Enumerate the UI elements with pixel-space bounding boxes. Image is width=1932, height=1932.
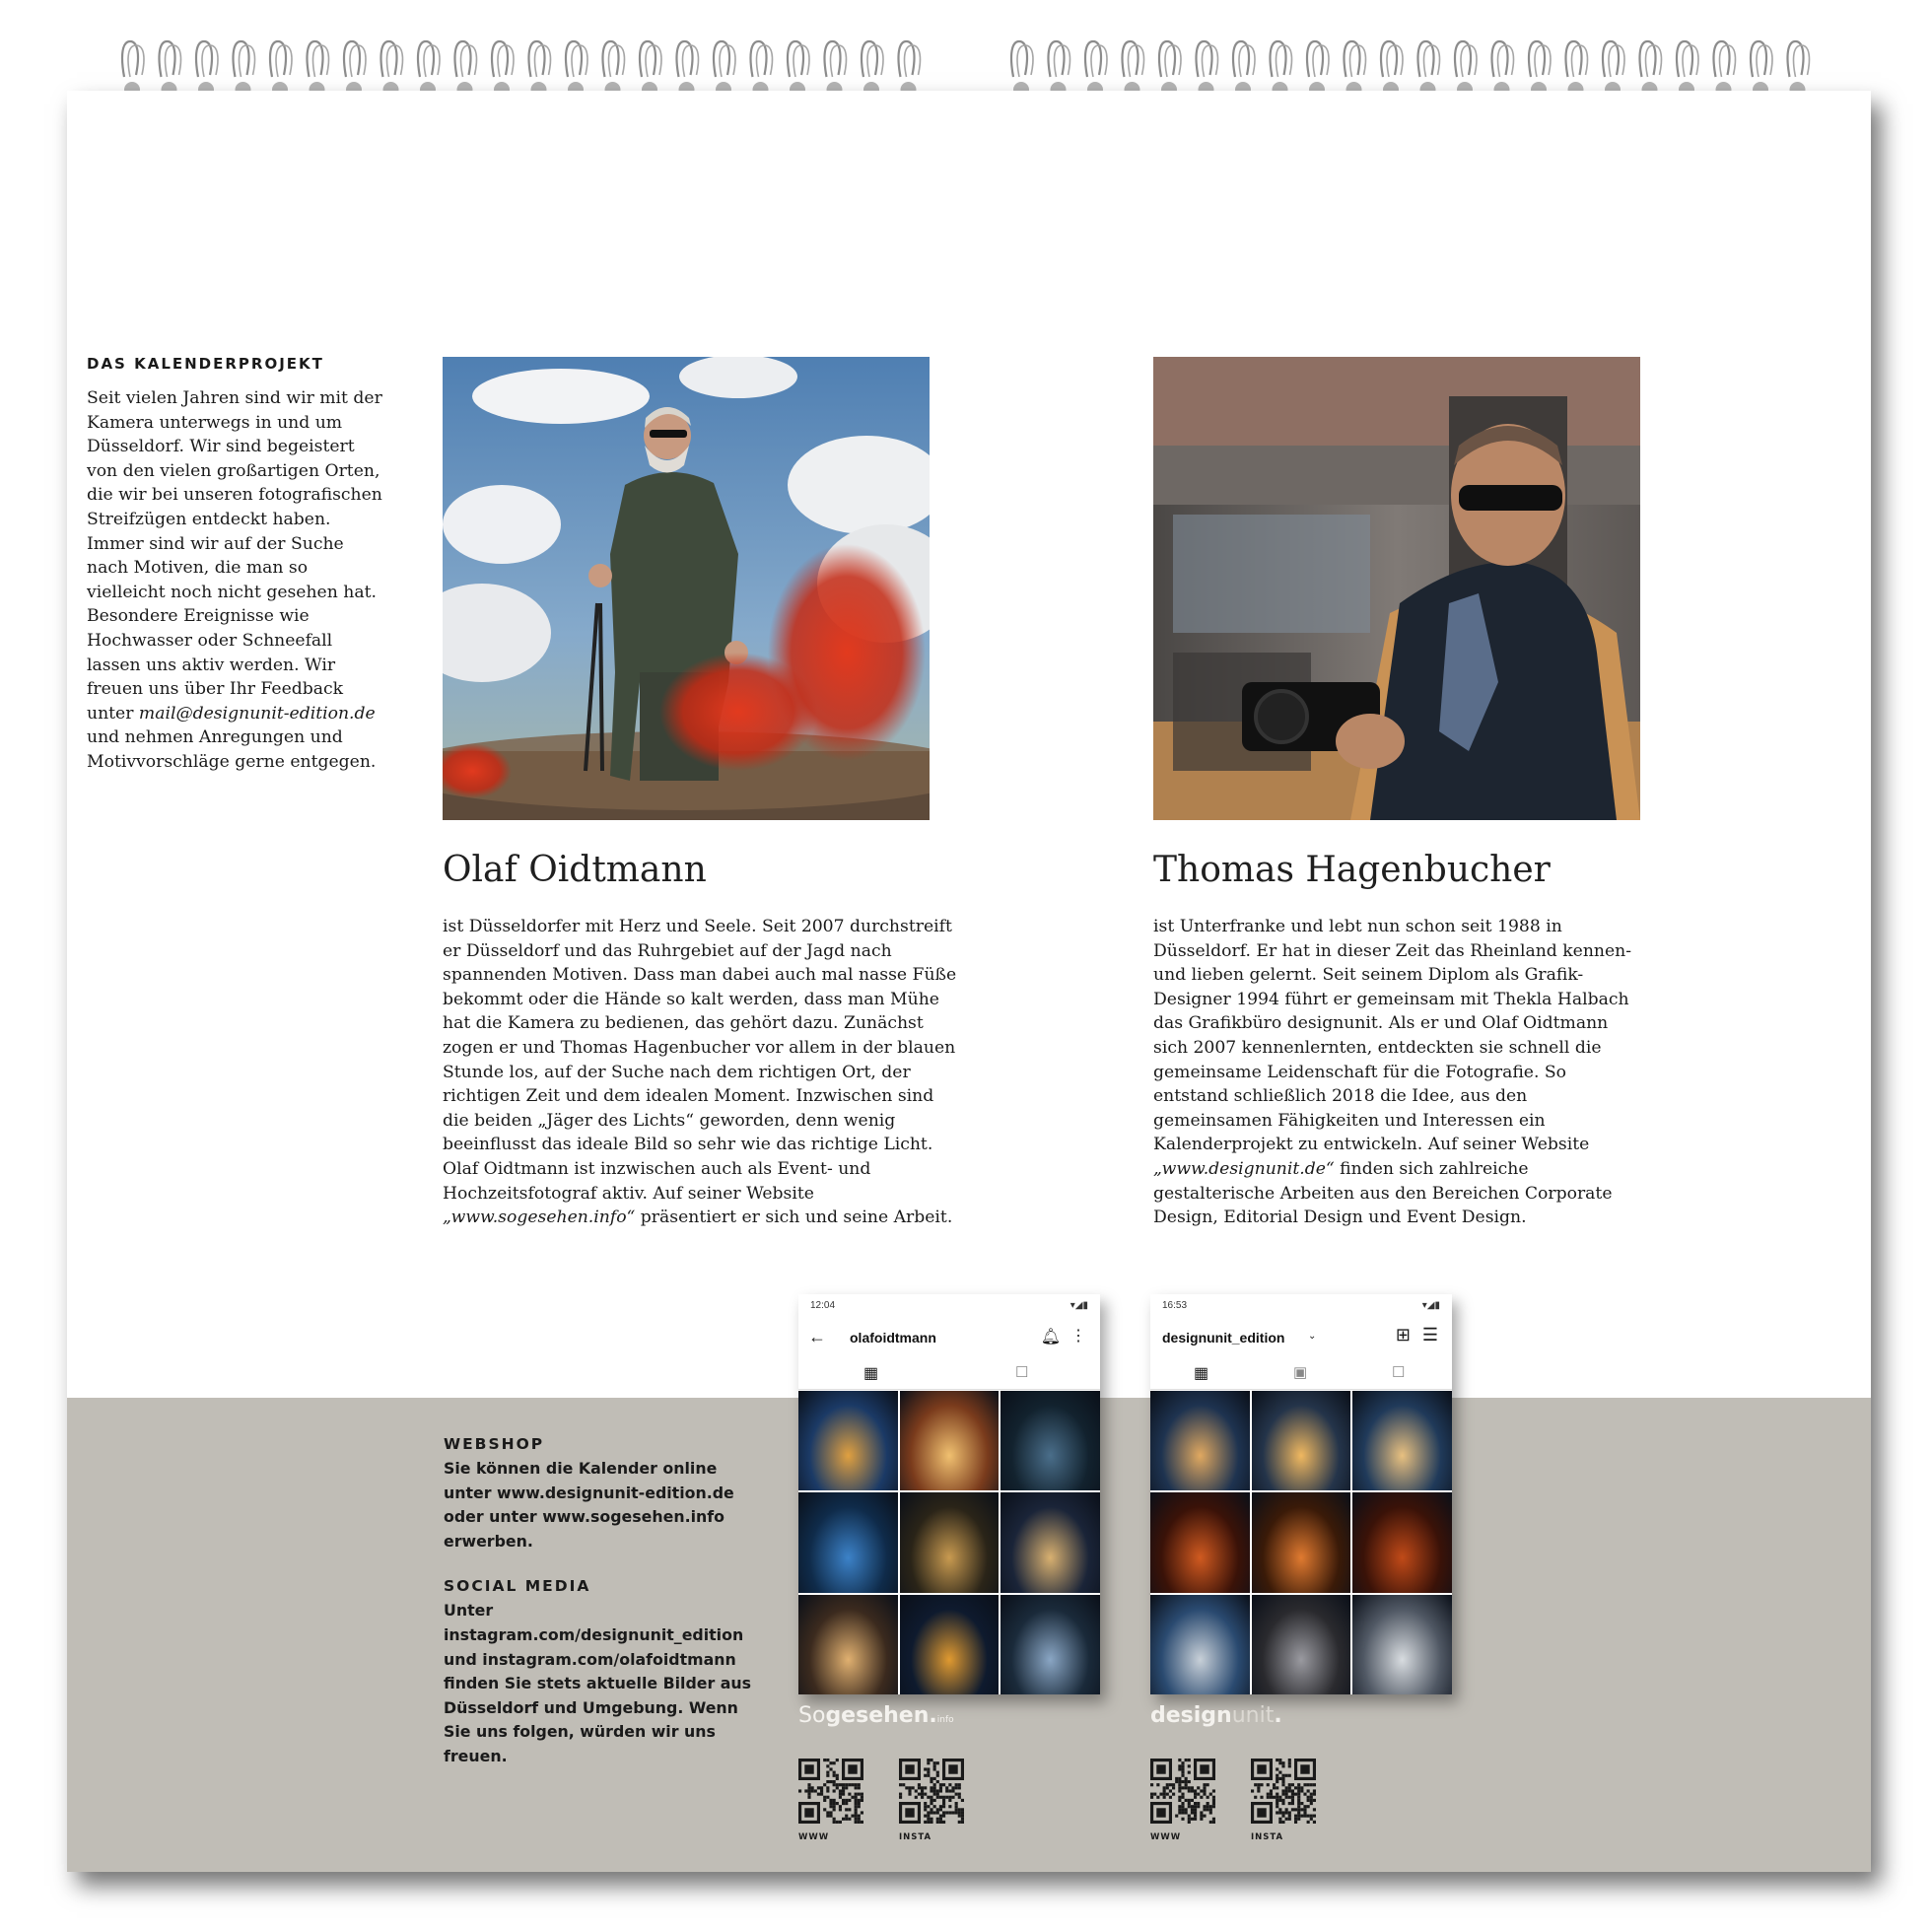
photo-grid: [798, 1391, 1100, 1694]
qr-label-insta: INSTA: [899, 1832, 932, 1842]
portrait-thomas-hagenbucher: [1153, 357, 1640, 820]
spiral-ring: [1566, 41, 1588, 98]
phone-screenshot-designunit-edition: [1150, 1294, 1452, 1694]
sidebar-text-end: und nehmen Anregungen und Motivvorschläge gerne entgegen.: [87, 727, 377, 772]
spiral-ring: [344, 41, 366, 98]
spiral-ring: [455, 41, 477, 98]
spiral-ring: [1307, 41, 1329, 98]
grid-photo-tile[interactable]: [1252, 1492, 1351, 1592]
spiral-ring: [1788, 41, 1810, 98]
spiral-ring: [529, 41, 551, 98]
grid-photo-tile[interactable]: [1252, 1595, 1351, 1694]
profile-header: [1150, 1318, 1452, 1357]
qr-label-www: WWW: [1150, 1832, 1182, 1842]
sogesehen-logo-so: So: [798, 1703, 826, 1728]
bio-thomas: [1153, 915, 1646, 1230]
phone-screenshot-olafoidtmann: [798, 1294, 1100, 1694]
spiral-ring: [1455, 41, 1477, 98]
spiral-ring: [1640, 41, 1662, 98]
spiral-ring: [1418, 41, 1440, 98]
grid-photo-tile[interactable]: [1252, 1391, 1351, 1490]
name-olaf: Olaf Oidtmann: [443, 850, 707, 890]
spiral-ring: [1381, 41, 1403, 98]
grid-photo-tile[interactable]: [900, 1492, 1000, 1592]
menu-icon[interactable]: ☰: [1421, 1325, 1438, 1345]
spiral-ring: [862, 41, 883, 98]
spiral-ring: [1233, 41, 1255, 98]
qr-label-insta: INSTA: [1251, 1832, 1284, 1842]
grid-photo-tile[interactable]: [1150, 1391, 1250, 1490]
designunit-logo-design: design: [1150, 1703, 1232, 1728]
grid-tab-icon[interactable]: ▦: [863, 1365, 879, 1382]
add-post-icon[interactable]: ⊞: [1395, 1325, 1411, 1345]
profile-handle: olafoidtmann: [850, 1330, 936, 1346]
profile-handle: designunit_edition: [1162, 1330, 1285, 1346]
grid-photo-tile[interactable]: [798, 1492, 898, 1592]
spiral-ring: [1123, 41, 1144, 98]
reels-tab-icon[interactable]: ▣: [1293, 1364, 1308, 1381]
spiral-ring: [1197, 41, 1218, 98]
sidebar-heading: DAS KALENDERPROJEKT: [87, 355, 324, 373]
feedback-email[interactable]: mail@designunit-edition.de: [138, 703, 376, 724]
grid-photo-tile[interactable]: [900, 1595, 1000, 1694]
status-icons: ▾◢▮: [1421, 1300, 1440, 1311]
grid-photo-tile[interactable]: [798, 1595, 898, 1694]
info-block: [444, 1435, 769, 1793]
designunit-logo-dot: .: [1274, 1703, 1282, 1728]
grid-photo-tile[interactable]: [1352, 1492, 1452, 1592]
status-bar: [810, 1300, 1088, 1316]
grid-photo-tile[interactable]: [1000, 1595, 1100, 1694]
sidebar-text-body: Seit vielen Jahren sind wir mit der Kamera unterwegs in und um Düsseldorf. Wir sind begeistert von den vielen großartigen Orten, die wir bei unseren fotografischen Streifzügen entdeckt haben. Immer sind wir auf der Suche nach Motiven, die man so vielleicht noch nicht gesehen hat. Besondere Ereignisse wie Hochwasser oder Schneefall lassen uns aktiv werden. Wir freuen uns über Ihr Feedback unter: [87, 388, 382, 724]
bell-icon[interactable]: 🔔︎: [1040, 1329, 1061, 1346]
spiral-ring: [234, 41, 255, 98]
spiral-ring: [1492, 41, 1514, 98]
spiral-ring: [714, 41, 735, 98]
link-sogesehen[interactable]: „www.sogesehen.info“: [443, 1208, 636, 1228]
social-heading: SOCIAL MEDIA: [444, 1577, 591, 1596]
sogesehen-logo-gesehen: gesehen: [825, 1703, 930, 1728]
sogesehen-logo-suffix: info: [936, 1715, 954, 1725]
spiral-ring: [270, 41, 292, 98]
spiral-ring: [160, 41, 181, 98]
back-arrow-icon[interactable]: ←: [808, 1327, 826, 1346]
spiral-ring: [1677, 41, 1698, 98]
spiral-ring: [122, 41, 144, 98]
spiral-ring: [196, 41, 218, 98]
spiral-ring: [603, 41, 625, 98]
grid-photo-tile[interactable]: [1352, 1595, 1452, 1694]
more-icon[interactable]: ⋮: [1070, 1328, 1086, 1345]
spiral-ring: [1085, 41, 1107, 98]
designunit-logo-unit: unit: [1231, 1703, 1275, 1728]
qr-code-sogesehen-insta[interactable]: [899, 1759, 964, 1824]
spiral-ring: [1751, 41, 1772, 98]
tagged-tab-icon[interactable]: ☐: [1392, 1364, 1406, 1381]
social-text: Unter instagram.com/designunit_edition und instagram.com/olafoidtmann finden Sie stets aktuelle Bilder aus Düsseldorf und Umgebung. Wenn Sie uns folgen, würden wir uns freuen.: [444, 1601, 752, 1765]
bio-olaf-end: präsentiert er sich und seine Arbeit.: [635, 1208, 953, 1228]
status-bar: [1162, 1300, 1440, 1316]
spiral-ring: [825, 41, 847, 98]
project-sidebar: [87, 355, 382, 775]
spiral-ring: [418, 41, 440, 98]
grid-photo-tile[interactable]: [798, 1391, 898, 1490]
tagged-tab-icon[interactable]: ☐: [1015, 1364, 1029, 1381]
spiral-ring: [492, 41, 514, 98]
link-designunit[interactable]: „www.designunit.de“: [1153, 1158, 1335, 1179]
bio-olaf-text: ist Düsseldorfer mit Herz und Seele. Seit 2007 durchstreift er Düsseldorf und das Ruhrgebiet auf der Jagd nach spannenden Motiven. Dass man dabei auch mal nasse Füße bekommt oder die Hände so kalt werden, dass man Mühe hat die Kamera zu bedienen, das gehört dazu. Zunächst zogen er und Thomas Hagenbucher vor allem in der blauen Stunde los, auf der Suche nach dem richtigen Ort, der richtigen Zeit und dem idealen Moment. Inzwischen sind die beiden „Jäger des Lichts“ geworden, denn wenig beeinflusst das ideale Bild so sehr wie das richtige Licht. Olaf Oidtmann ist inzwischen auch als Event- und Hochzeitsfotograf aktiv. Auf seiner Website: [443, 917, 957, 1204]
portrait-olaf-image: [443, 357, 930, 820]
grid-photo-tile[interactable]: [1352, 1391, 1452, 1490]
qr-code-designunit-insta[interactable]: [1251, 1759, 1316, 1824]
designunit-logo: [1150, 1703, 1282, 1728]
qr-label-www: WWW: [798, 1832, 830, 1842]
grid-photo-tile[interactable]: [1150, 1492, 1250, 1592]
bio-olaf: [443, 915, 957, 1230]
bio-thomas-end: finden sich zahlreiche gestalterische Arbeiten aus den Bereichen Corporate Design, Editorial Design und Event Design.: [1153, 1158, 1613, 1228]
spiral-ring: [1049, 41, 1070, 98]
chevron-down-icon[interactable]: ⌄: [1308, 1331, 1317, 1342]
spiral-ring: [751, 41, 773, 98]
spiral-ring: [1529, 41, 1551, 98]
profile-tabs: [1150, 1359, 1452, 1390]
grid-photo-tile[interactable]: [900, 1391, 1000, 1490]
webshop-heading: WEBSHOP: [444, 1435, 545, 1453]
grid-tab-icon[interactable]: ▦: [1194, 1365, 1209, 1382]
grid-photo-tile[interactable]: [1000, 1492, 1100, 1592]
status-time: 12:04: [810, 1300, 836, 1311]
spiral-ring: [1159, 41, 1181, 98]
profile-tabs: [798, 1359, 1100, 1390]
spiral-ring: [308, 41, 329, 98]
photo-grid: [1150, 1391, 1452, 1694]
portrait-olaf-oidtmann: [443, 357, 930, 820]
spiral-ring: [566, 41, 587, 98]
grid-photo-tile[interactable]: [1150, 1595, 1250, 1694]
spiral-ring: [1603, 41, 1624, 98]
spiral-ring: [788, 41, 809, 98]
grid-photo-tile[interactable]: [1000, 1391, 1100, 1490]
name-thomas: Thomas Hagenbucher: [1153, 850, 1551, 890]
profile-header: [798, 1318, 1100, 1357]
spiral-ring: [1714, 41, 1736, 98]
calendar-page: [67, 91, 1871, 1872]
qr-code-sogesehen-www[interactable]: [798, 1759, 863, 1824]
spiral-ring: [899, 41, 921, 98]
spiral-ring: [1271, 41, 1292, 98]
spiral-ring: [677, 41, 699, 98]
sogesehen-logo: [798, 1703, 954, 1728]
webshop-text: Sie können die Kalender online unter www.designunit-edition.de oder unter www.sogesehen.info erwerben.: [444, 1459, 734, 1551]
spiral-ring: [640, 41, 661, 98]
spiral-ring: [381, 41, 403, 98]
bio-thomas-text: ist Unterfranke und lebt nun schon seit 1988 in Düsseldorf. Er hat in dieser Zeit das Rheinland kennen- und lieben gelernt. Seit seinem Diplom als Grafik-Designer 1994 führt er gemeinsam mit Thekla Halbach das Grafikbüro designunit. Als er und Olaf Oidtmann sich 2007 kennenlernten, entdeckten sie schnell die gemeinsame Leidenschaft für die Fotografie. So entstand schließlich 2018 die Idee, aus den gemeinsamen Fähigkeiten und Interessen ein Kalenderprojekt zu entwickeln. Auf seiner Website: [1153, 917, 1632, 1155]
sidebar-text: [87, 386, 382, 775]
sogesehen-logo-dot: .: [929, 1703, 937, 1728]
qr-code-designunit-www[interactable]: [1150, 1759, 1215, 1824]
spiral-ring: [1345, 41, 1366, 98]
status-icons: ▾◢▮: [1070, 1300, 1088, 1311]
spiral-ring: [1011, 41, 1033, 98]
status-time: 16:53: [1162, 1300, 1188, 1311]
portrait-thomas-image: [1153, 357, 1640, 820]
